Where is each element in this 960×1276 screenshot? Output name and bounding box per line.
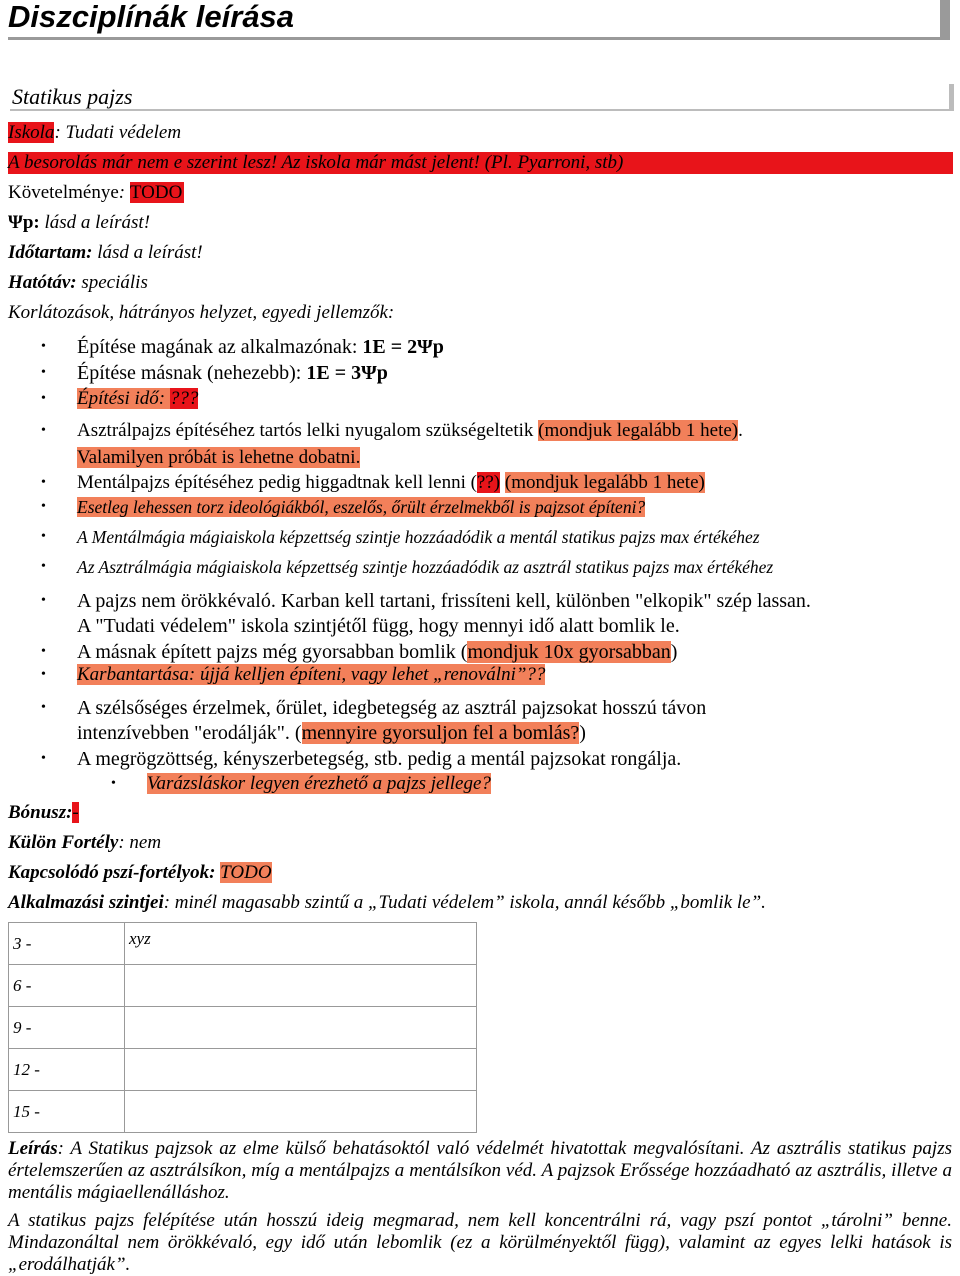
- list-item: • A másnak épített pajzs még gyorsabban bomlik (mondjuk 10x gyorsabban): [41, 641, 678, 663]
- list-item: • Karbantartása: újjá kelljen építeni, vagy lehet „renoválni”??: [41, 664, 546, 685]
- list-item: • Építése másnak (nehezebb): 1E = 3Ψp: [41, 362, 388, 384]
- section-title: Statikus pajzs: [10, 84, 954, 111]
- list-item: • A szélsőséges érzelmek, őrület, idegbetegség az asztrál pajzsokat hosszú távon: [41, 697, 707, 719]
- school-label: Iskola: [8, 122, 55, 143]
- page-title: Diszciplínák leírása: [8, 0, 950, 40]
- range-line: Hatótáv: speciális: [8, 272, 148, 293]
- red-note: A besorolás már nem e szerint lesz! Az iskola már mást jelent! (Pl. Pyarroni, stb): [8, 152, 953, 174]
- effect-cell: [125, 965, 477, 1007]
- levels-line: Alkalmazási szintjei: minél magasabb szintű a „Tudati védelem” iskola, annál később „bomlik le”.: [8, 892, 766, 913]
- restrictions-heading: Korlátozások, hátrányos helyzet, egyedi jellemzők:: [8, 302, 395, 323]
- psi-line: Ψp: lásd a leírást!: [8, 212, 151, 233]
- effect-cell: [125, 1007, 477, 1049]
- effect-cell: xyz: [125, 923, 477, 965]
- list-item: • Építési idő: ???: [41, 388, 199, 409]
- list-item: • Az Asztrálmágia mágiaiskola képzettség szintje hozzáadódik az asztrál statikus pajzs max értékéhez: [41, 557, 774, 577]
- list-item: • Esetleg lehessen torz ideológiákból, eszelős, őrült érzelmekből is pajzsot építeni?: [41, 497, 646, 517]
- description-paragraph-2: A statikus pajzs felépítése után hosszú ideig megmarad, nem kell koncentrálni rá, vagy pszí pontot „tárolni” benne. Mindazonáltal nem örökkévaló, egy idő után lebomlik (ez a körülményektől függ), valamint az egyes lelki hatások is „erodálhatják”.: [8, 1210, 952, 1275]
- effect-cell: [125, 1049, 477, 1091]
- table-row: [9, 1007, 477, 1049]
- table-row: [9, 1091, 477, 1133]
- level-cell: 12 -: [9, 1049, 125, 1091]
- description-paragraph: Leírás: A Statikus pajzsok az elme külső behatásoktól való védelmét hivatottak megvalósítani. Az asztrális statikus pajzs értelemszerűen az asztrálsíkon, míg a mentálpajzs a mentálsíkon véd. A pajzsok Erőssége hozzáadható az asztrális, illetve a mentális mágiaellenálláshoz.: [8, 1138, 952, 1203]
- list-item: • A pajzs nem örökkévaló. Karban kell tartani, frissíteni kell, különben "elkopik" szép lassan.: [41, 590, 811, 612]
- list-item: • Építése magának az alkalmazónak: 1E = 2Ψp: [41, 336, 444, 358]
- effect-cell: [125, 1091, 477, 1133]
- table-row: [9, 1049, 477, 1091]
- list-item-continued: intenzívebben "erodálják". (mennyire gyorsuljon fel a bomlás?): [77, 722, 586, 744]
- level-cell: 6 -: [9, 965, 125, 1007]
- duration-line: Időtartam: lásd a leírást!: [8, 242, 203, 263]
- list-item: • Asztrálpajzs építéséhez tartós lelki nyugalom szükségeltetik (mondjuk legalább 1 hete).: [41, 420, 743, 441]
- special-skill-line: Külön Fortély: nem: [8, 832, 162, 853]
- level-cell: 15 -: [9, 1091, 125, 1133]
- bonus-line: Bónusz:-: [8, 802, 79, 823]
- school-value: : Tudati védelem: [54, 122, 182, 143]
- requirement-line: Követelménye: TODO: [8, 182, 183, 203]
- level-cell: 3 -: [9, 923, 125, 965]
- level-cell: 9 -: [9, 1007, 125, 1049]
- related-skills-line: Kapcsolódó pszí-fortélyok: TODO: [8, 862, 272, 883]
- school-line: [8, 122, 181, 144]
- levels-table: [8, 922, 477, 1133]
- sub-list-item: • Varázsláskor legyen érezhető a pajzs jellege?: [111, 773, 491, 794]
- list-item: • A Mentálmágia mágiaiskola képzettség szintje hozzáadódik a mentál statikus pajzs max értékéhez: [41, 527, 760, 547]
- list-item: • Mentálpajzs építéséhez pedig higgadtnak kell lenni (??) (mondjuk legalább 1 hete): [41, 472, 705, 493]
- list-item-continued: A "Tudati védelem" iskola szintjétől függ, hogy mennyi idő alatt bomlik le.: [77, 615, 680, 637]
- list-item: • A megrögzöttség, kényszerbetegség, stb. pedig a mentál pajzsokat rongálja.: [41, 748, 682, 770]
- table-row: [9, 923, 477, 965]
- list-item-continued: Valamilyen próbát is lehetne dobatni.: [77, 447, 361, 468]
- table-row: [9, 965, 477, 1007]
